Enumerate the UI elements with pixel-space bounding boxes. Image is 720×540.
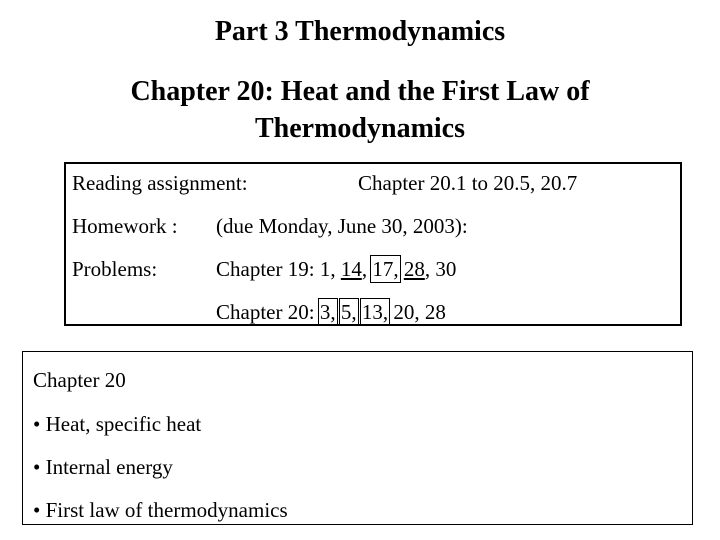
topic-item: • Internal energy (33, 455, 173, 479)
homework-value: (due Monday, June 30, 2003): (216, 214, 468, 238)
chapter-20-problems (216, 299, 446, 325)
chapter-20-prefix: Chapter 20: (216, 300, 315, 324)
assignment-box (64, 162, 682, 326)
part-title: Part 3 Thermodynamics (214, 16, 506, 47)
problems-label: Problems: (72, 257, 158, 281)
homework-label: Homework : (72, 214, 178, 238)
problem-number: 20, 28 (393, 300, 446, 324)
problem-number: 17, (372, 257, 399, 281)
topic-item: • Heat, specific heat (33, 412, 202, 436)
problem-number: 13, (361, 300, 389, 324)
reading-value: Chapter 20.1 to 20.5, 20.7 (358, 171, 578, 195)
problem-number: 14 (340, 257, 362, 281)
chapter-title-line-1: Chapter 20: Heat and the First Law of (130, 76, 590, 107)
chapter-title-line-2: Thermodynamics (255, 113, 465, 144)
chapter-19-problems (216, 256, 456, 282)
topic-item: • First law of thermodynamics (33, 498, 288, 522)
problem-number: , 30 (424, 257, 457, 281)
chapter-19-prefix: Chapter 19: (216, 257, 315, 281)
chapter-19-problem-list (320, 257, 457, 281)
problem-number: 1, (319, 257, 336, 281)
chapter-20-problem-list (320, 300, 446, 324)
topics-heading: Chapter 20 (33, 368, 126, 392)
problem-number: 5, (340, 300, 357, 324)
problem-number: 3, (319, 300, 336, 324)
reading-label: Reading assignment: (72, 171, 248, 195)
problem-number: 28 (403, 257, 425, 281)
problem-number: , (361, 257, 368, 281)
topics-box (22, 351, 693, 525)
